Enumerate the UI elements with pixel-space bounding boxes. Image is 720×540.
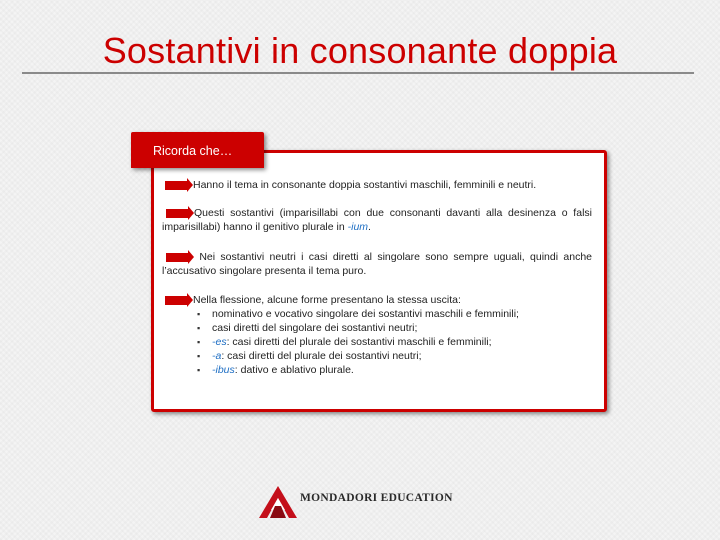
list-item — [197, 335, 595, 349]
title-divider — [22, 72, 694, 74]
point-3 — [162, 250, 592, 278]
point-2-end: . — [368, 221, 371, 233]
point-4-intro — [165, 293, 595, 307]
endings-list — [165, 307, 595, 377]
list-item — [197, 349, 595, 363]
point-3-text: Nei sostantivi neutri i casi diretti al singolare sono sempre uguali, quindi anche l’accusativo singolare presenta il tema puro. — [162, 251, 592, 277]
note-tab: Ricorda che… — [131, 132, 264, 168]
ending-label: -ibus — [212, 364, 235, 376]
point-2-ending: -ium — [347, 221, 369, 233]
publisher-logo-icon — [258, 485, 298, 519]
list-item — [197, 307, 595, 321]
list-item-text: nominativo e vocativo singolare dei sostantivi maschili e femminili; — [212, 308, 519, 320]
point-1-text: Hanno il tema in consonante doppia sostantivi maschili, femminili e neutri. — [193, 179, 537, 191]
arrow-right-icon — [165, 296, 187, 305]
arrow-right-icon — [166, 253, 188, 262]
publisher-name: MONDADORI EDUCATION — [300, 492, 453, 504]
point-2 — [162, 206, 592, 234]
point-4 — [165, 293, 595, 377]
list-item — [197, 363, 595, 377]
point-1 — [165, 178, 595, 192]
point-2-text: Questi sostantivi (imparisillabi con due consonanti davanti alla desinenza o falsi imparisillabi) hanno il genitivo plurale in — [162, 207, 592, 233]
ending-label: -a — [212, 350, 222, 362]
list-item — [197, 321, 595, 335]
slide-title: Sostantivi in consonante doppia — [102, 30, 618, 71]
arrow-right-icon — [165, 181, 187, 190]
point-4-text: Nella flessione, alcune forme presentano la stessa uscita: — [193, 294, 461, 306]
ending-label: -es — [212, 336, 227, 348]
arrow-right-icon — [166, 209, 188, 218]
list-item-text: : casi diretti del plurale dei sostantivi maschili e femminili; — [226, 336, 492, 348]
list-item-text: : dativo e ablativo plurale. — [234, 364, 354, 376]
list-item-text: casi diretti del singolare dei sostantivi neutri; — [212, 322, 418, 334]
list-item-text: : casi diretti del plurale dei sostantivi neutri; — [221, 350, 422, 362]
